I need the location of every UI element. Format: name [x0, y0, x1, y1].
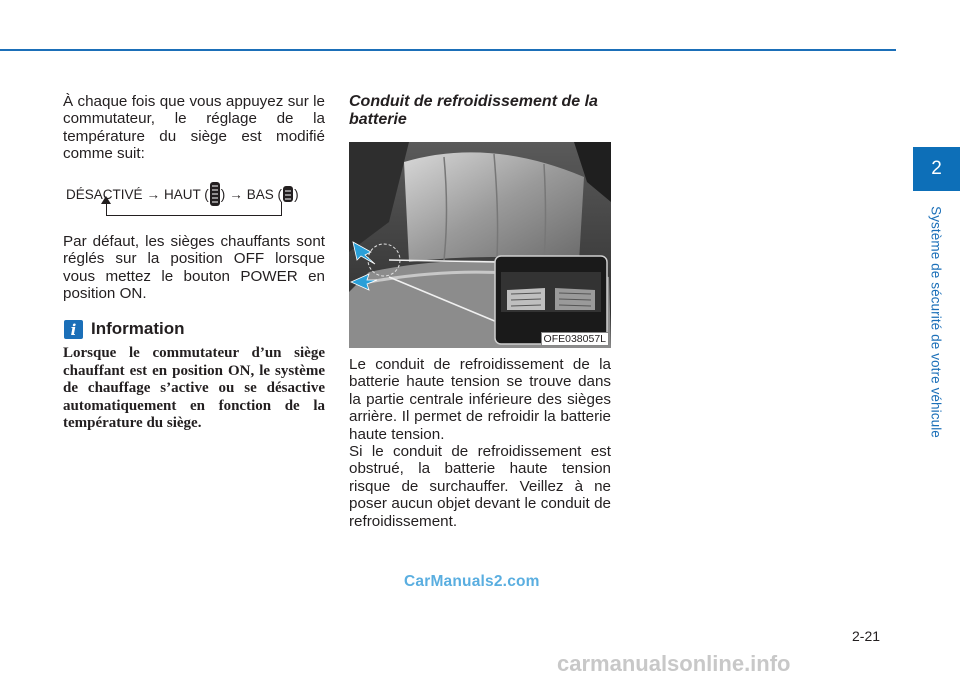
sequence-close-1: ): [220, 186, 226, 202]
intro-paragraph: À chaque fois que vous appuyez sur le commutateur, le réglage de la température du siège est modifié comme suit:: [63, 93, 325, 163]
chapter-title: Système de sécurité de votre véhicule: [928, 206, 944, 438]
information-body: Lorsque le commutateur d’un siège chauffant est en position ON, le système de chauffage s’active ou se désactive automatiquement en fonction de la température du siège.: [63, 345, 325, 431]
sequence-loop-arrow-icon: [101, 196, 111, 204]
site-watermark: carmanualsonline.info: [557, 651, 791, 676]
sequence-arrow: →: [146, 186, 161, 202]
watermark-link[interactable]: CarManuals2.com: [404, 573, 540, 590]
battery-duct-photo: [349, 142, 611, 348]
seat-heat-low-icon: [282, 186, 294, 202]
default-paragraph: Par défaut, les sièges chauffants sont réglés sur la position OFF lorsque vous mettez le bouton POWER en position ON.: [63, 233, 325, 303]
sequence-close-2: ): [294, 186, 299, 202]
sequence-high: HAUT (: [164, 186, 209, 202]
information-title: Information: [91, 319, 185, 338]
sequence-loop-line: [106, 202, 282, 216]
sequence-off: DÉSACTIVÉ: [66, 186, 143, 202]
page-number: 2-21: [852, 628, 881, 644]
section-title: Conduit de refroidissement de la batterie: [349, 93, 598, 128]
chapter-number: 2: [931, 158, 942, 179]
duct-paragraph-2: Si le conduit de refroidissement est obstrué, la batterie haute tension risque de surchauffer. Veillez à ne poser aucun objet devant le conduit de refroidissement.: [349, 443, 611, 530]
header-rule: [0, 49, 896, 51]
figure-code: OFE038057L: [541, 332, 609, 346]
chapter-tab[interactable]: [913, 147, 960, 191]
sequence-arrow-2: →: [229, 186, 243, 202]
duct-paragraph-1: Le conduit de refroidissement de la batterie haute tension se trouve dans la partie centrale inférieure des sièges arrière. Il permet de refroidir la batterie haute tension.: [349, 356, 611, 443]
rear-seat-illustration: [349, 142, 611, 348]
information-icon: i: [64, 320, 83, 339]
sequence-low: BAS (: [246, 186, 283, 202]
